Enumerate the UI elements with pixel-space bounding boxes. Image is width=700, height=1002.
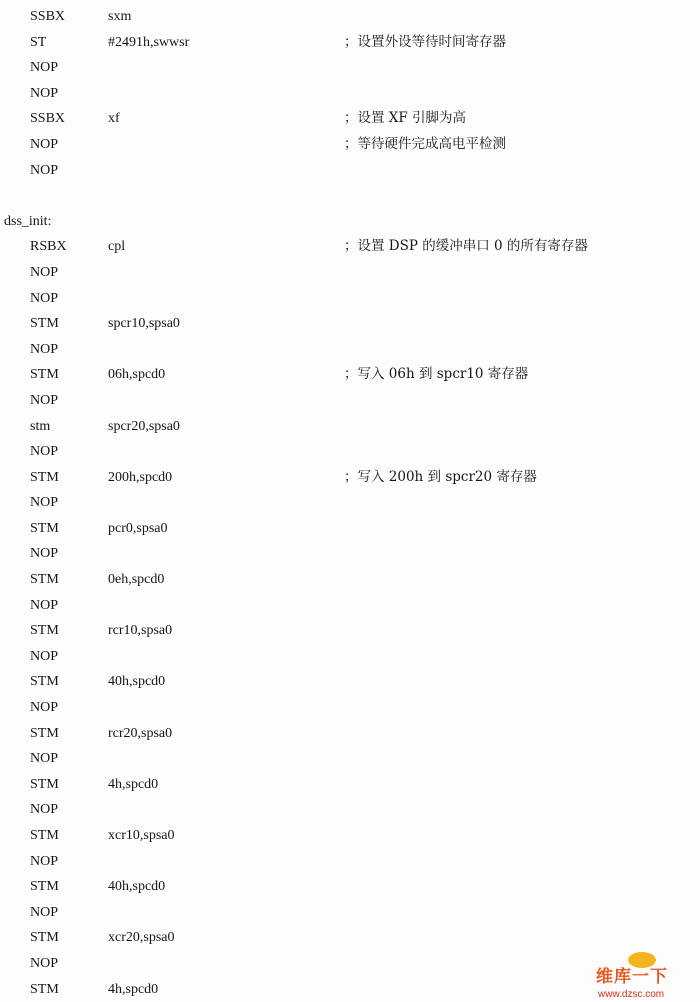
code-line (0, 362, 700, 388)
code-line (0, 286, 700, 312)
code-instruction: NOP (30, 751, 59, 767)
code-line (0, 30, 700, 56)
code-comment: ；设置 DSP 的缓冲串口 0 的所有寄存器 (344, 238, 588, 255)
code-line (0, 541, 700, 567)
code-instruction: SSBX (30, 111, 66, 127)
code-instruction: STM (30, 623, 59, 639)
code-line (0, 593, 700, 619)
code-operand: 0eh,spcd0 (108, 572, 165, 588)
code-line (0, 874, 700, 900)
code-instruction: NOP (30, 444, 59, 460)
code-instruction: ST (30, 34, 47, 50)
code-instruction: NOP (30, 392, 59, 408)
code-instruction: STM (30, 981, 59, 997)
code-instruction: NOP (30, 904, 59, 920)
code-label-line (0, 209, 700, 235)
code-line (0, 4, 700, 30)
code-operand: xf (108, 111, 120, 127)
watermark-logo-text: 维库一下 (596, 967, 668, 987)
code-operand: rcr10,spsa0 (108, 623, 173, 639)
code-line (0, 567, 700, 593)
assembly-listing (0, 4, 700, 1002)
code-operand: 200h,spcd0 (108, 469, 173, 485)
code-line (0, 644, 700, 670)
code-instruction: NOP (30, 136, 59, 152)
code-operand: #2491h,swwsr (108, 34, 190, 50)
code-instruction: RSBX (30, 239, 67, 255)
code-instruction: NOP (30, 546, 59, 562)
code-line (0, 951, 700, 977)
code-instruction: STM (30, 572, 59, 588)
code-line (0, 55, 700, 81)
code-line (0, 106, 700, 132)
code-operand: 40h,spcd0 (108, 674, 166, 690)
code-operand: 4h,spcd0 (108, 981, 159, 997)
code-instruction: NOP (30, 955, 59, 971)
code-line (0, 925, 700, 951)
code-comment: ；设置 XF 引脚为高 (344, 110, 467, 127)
code-instruction: NOP (30, 290, 59, 306)
code-line (0, 977, 700, 1002)
watermark-url: www.dzsc.com (598, 989, 665, 1000)
code-instruction: NOP (30, 802, 59, 818)
code-operand: 4h,spcd0 (108, 776, 159, 792)
code-instruction: NOP (30, 853, 59, 869)
code-line (0, 260, 700, 286)
code-instruction: STM (30, 725, 59, 741)
code-line (0, 849, 700, 875)
code-instruction: STM (30, 469, 59, 485)
code-instruction: STM (30, 930, 59, 946)
code-instruction: NOP (30, 264, 59, 280)
code-line (0, 132, 700, 158)
code-instruction: stm (30, 418, 51, 434)
code-line (0, 746, 700, 772)
code-line (0, 618, 700, 644)
code-comment: ；等待硬件完成高电平检测 (344, 135, 506, 152)
code-line (0, 158, 700, 184)
code-line (0, 439, 700, 465)
code-instruction: NOP (30, 60, 59, 76)
code-instruction: STM (30, 879, 59, 895)
code-operand: spcr20,spsa0 (108, 418, 180, 434)
code-line (0, 900, 700, 926)
code-operand: 06h,spcd0 (108, 367, 166, 383)
code-label: dss_init: (4, 213, 52, 229)
code-line (0, 823, 700, 849)
code-operand: cpl (108, 239, 126, 255)
code-line (0, 414, 700, 440)
code-line (0, 669, 700, 695)
code-operand: xcr20,spsa0 (108, 930, 175, 946)
code-instruction: NOP (30, 700, 59, 716)
code-comment: ；写入 06h 到 spcr10 寄存器 (344, 366, 529, 383)
code-operand: sxm (108, 9, 132, 24)
code-line (0, 772, 700, 798)
code-instruction: STM (30, 520, 59, 536)
code-operand: 40h,spcd0 (108, 879, 166, 895)
code-operand: pcr0,spsa0 (108, 520, 168, 536)
code-line (0, 797, 700, 823)
code-line (0, 516, 700, 542)
code-instruction: SSBX (30, 9, 66, 24)
code-instruction: NOP (30, 495, 59, 511)
code-comment: ；写入 200h 到 spcr20 寄存器 (344, 468, 537, 485)
code-operand: spcr10,spsa0 (108, 316, 180, 332)
code-line (0, 721, 700, 747)
code-operand: xcr10,spsa0 (108, 828, 175, 843)
code-comment: ；设置外设等待时间寄存器 (344, 33, 506, 50)
code-instruction: STM (30, 367, 59, 383)
code-instruction: STM (30, 674, 59, 690)
code-instruction: NOP (30, 162, 59, 178)
code-line (0, 695, 700, 721)
code-instruction: STM (30, 316, 59, 332)
code-line (0, 311, 700, 337)
code-instruction: NOP (30, 341, 59, 357)
code-line (0, 490, 700, 516)
code-instruction: STM (30, 828, 59, 843)
code-instruction: NOP (30, 85, 59, 101)
code-instruction: NOP (30, 648, 59, 664)
code-instruction: STM (30, 776, 59, 792)
code-line (0, 81, 700, 107)
code-instruction: NOP (30, 597, 59, 613)
code-line (0, 234, 700, 260)
site-watermark (596, 962, 696, 1000)
code-line (0, 337, 700, 363)
code-line (0, 465, 700, 491)
code-operand: rcr20,spsa0 (108, 725, 173, 741)
code-line (0, 183, 700, 209)
code-line (0, 388, 700, 414)
